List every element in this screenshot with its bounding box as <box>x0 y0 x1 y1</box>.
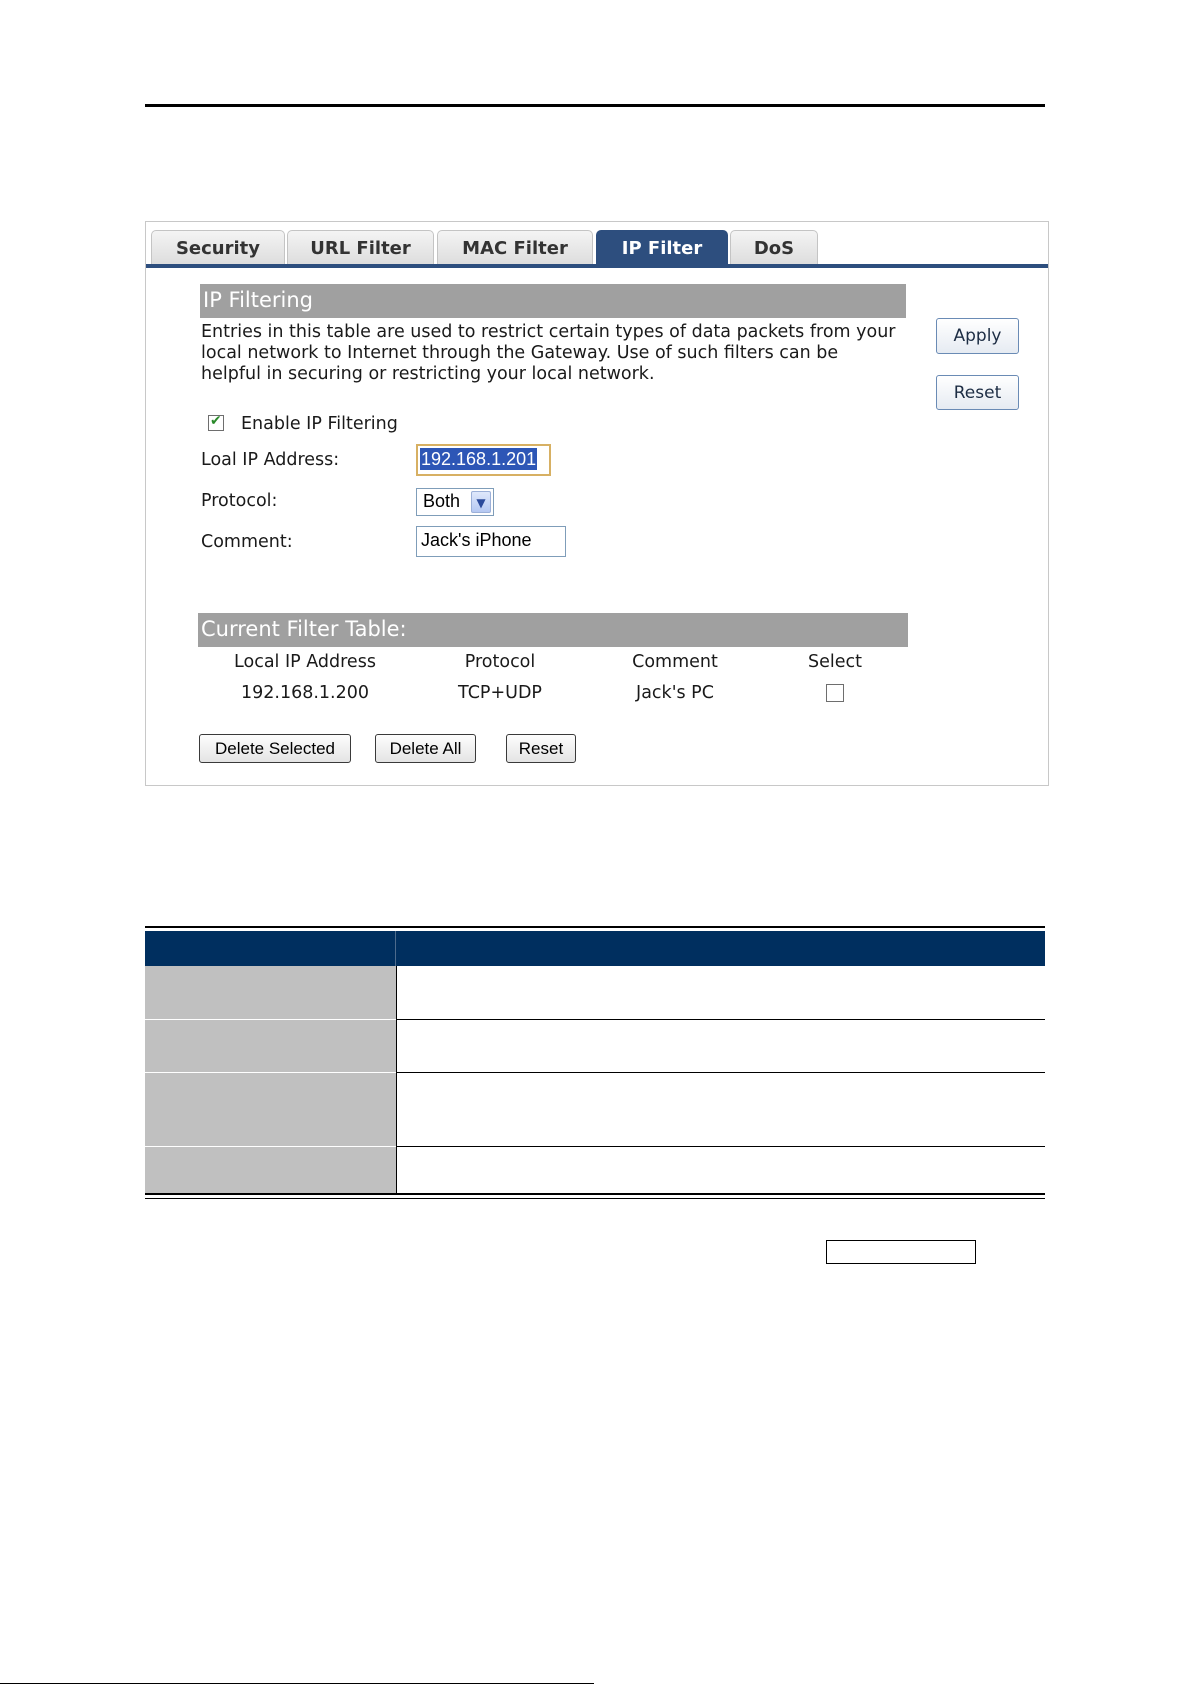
param-table-bottom-rule <box>145 1193 1045 1195</box>
tab-underline <box>146 264 1048 268</box>
row-ip: 192.168.1.200 <box>240 683 370 703</box>
column-header-select: Select <box>808 652 862 672</box>
tab-url-filter[interactable]: URL Filter <box>287 230 434 266</box>
tab-dos[interactable]: DoS <box>730 230 818 266</box>
column-header-local-ip: Local IP Address <box>234 652 376 672</box>
protocol-selected-value: Both <box>423 491 461 511</box>
section-title-ip-filtering: IP Filtering <box>200 284 906 318</box>
param-table-row-rule <box>396 1146 1045 1147</box>
param-label-cell <box>145 1020 396 1072</box>
table-reset-button[interactable]: Reset <box>506 734 576 763</box>
param-table-divider <box>396 966 397 1193</box>
row-select-checkbox[interactable] <box>826 684 844 702</box>
param-table-header-divider <box>395 931 396 966</box>
column-header-protocol: Protocol <box>464 652 536 672</box>
tab-security[interactable]: Security <box>151 230 285 266</box>
tab-mac-filter[interactable]: MAC Filter <box>437 230 593 266</box>
param-table-row-rule <box>396 1019 1045 1020</box>
section-description: Entries in this table are used to restrict certain types of data packets from your local network to Internet through the Gateway. Use of such filters can be helpful in securing or restricting your local network. <box>201 322 896 384</box>
comment-input[interactable]: Jack's iPhone <box>416 526 566 557</box>
local-ip-label: Loal IP Address: <box>201 450 340 470</box>
footnote-rule <box>0 1683 594 1684</box>
column-header-comment: Comment <box>632 652 718 672</box>
local-ip-input[interactable] <box>416 444 551 476</box>
protocol-select[interactable] <box>416 488 494 516</box>
local-ip-value: 192.168.1.201 <box>421 449 537 469</box>
page-header-rule <box>145 104 1045 107</box>
enable-ip-filtering-checkbox[interactable] <box>208 415 224 431</box>
tab-ip-filter[interactable]: IP Filter <box>596 230 728 266</box>
param-table-header <box>145 931 1045 966</box>
delete-all-button[interactable]: Delete All <box>375 734 476 763</box>
protocol-label: Protocol: <box>201 491 278 511</box>
reset-button[interactable]: Reset <box>936 375 1019 410</box>
param-table-bottom-rule <box>145 1198 1045 1199</box>
row-comment: Jack's PC <box>636 683 714 703</box>
row-protocol: TCP+UDP <box>458 683 542 703</box>
param-label-cell <box>145 1073 396 1146</box>
delete-selected-button[interactable]: Delete Selected <box>199 734 351 763</box>
apply-button[interactable]: Apply <box>936 318 1019 354</box>
param-table-row-rule <box>396 1072 1045 1073</box>
comment-label: Comment: <box>201 532 293 552</box>
chevron-down-icon[interactable]: ▼ <box>471 491 491 513</box>
note-box <box>826 1240 976 1264</box>
param-label-cell <box>145 966 396 1019</box>
section-title-filter-table: Current Filter Table: <box>198 613 908 647</box>
param-label-cell <box>145 1147 396 1193</box>
param-table-top-rule <box>145 926 1045 928</box>
enable-ip-filtering-label: Enable IP Filtering <box>241 414 398 434</box>
